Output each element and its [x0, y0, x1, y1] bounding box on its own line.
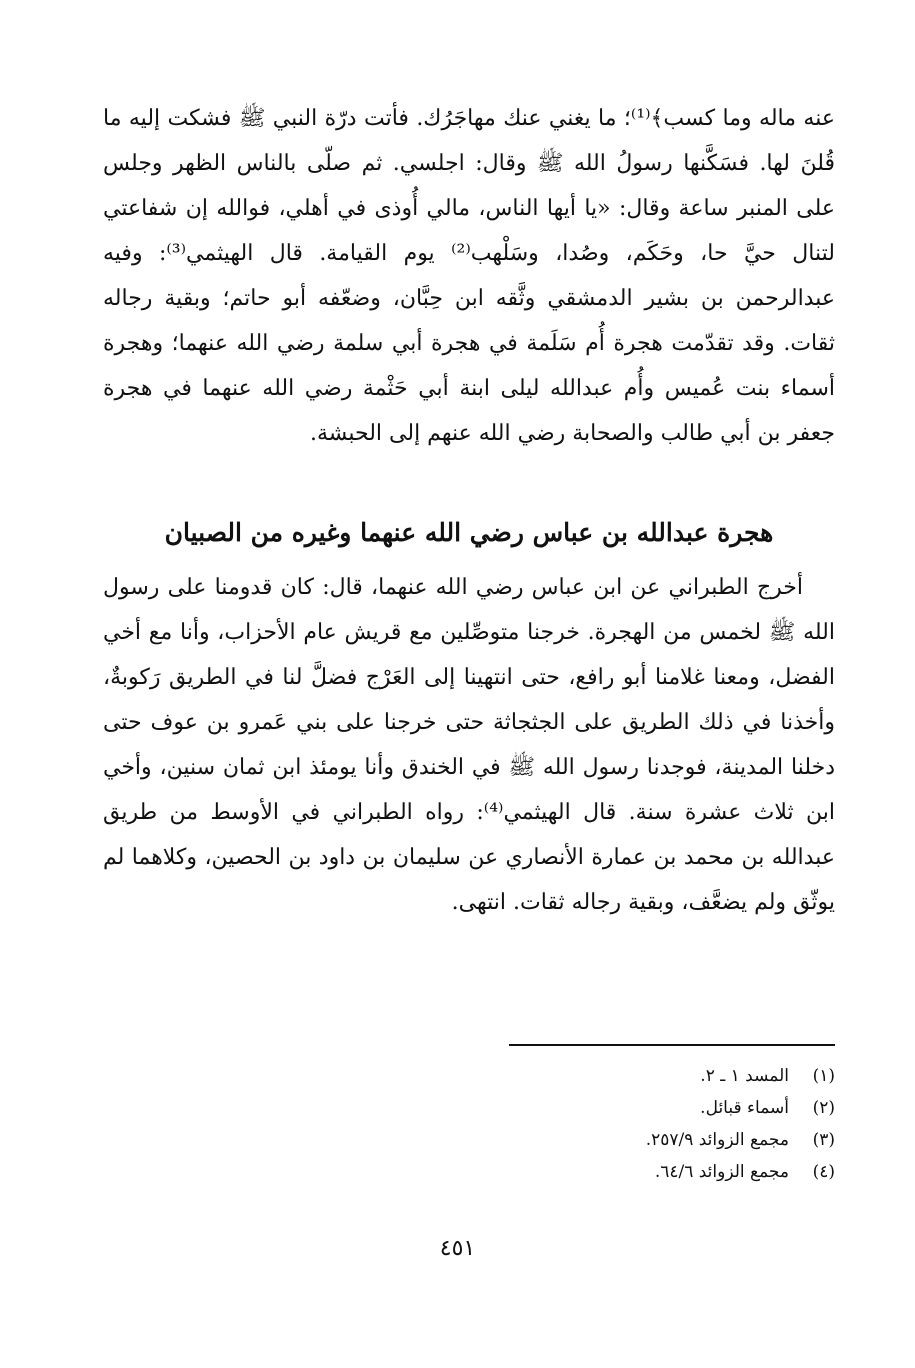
body-paragraph-2-text: أخرج الطبراني عن ابن عباس رضي الله عنهما، قال: كان قدومنا على رسول الله ﷺ لخمس من الهجرة. خرجنا متوصِّلين مع قريش عام الأحزاب، وأنا مع أخي الفضل، ومعنا غلامنا أبو رافع، حتى انتهينا إلى العَرْج فضلَّ لنا في الطريق رَكوبةٌ، وأخذنا في ذلك الطريق على الجثجاثة حتى خرجنا على بني عَمرو بن عوف حتى دخلنا المدينة، فوجدنا رسول الله ﷺ في الخندق وأنا يومئذ ابن ثمان سنين، وأخي ابن ثلاث عشرة سنة. قال الهيثمي⁽⁴⁾: رواه الطبراني في الأوسط من طريق عبدالله بن محمد بن عمارة الأنصاري عن سليمان بن داود بن الحصين، وكلاهما لم يوثّق ولم يضعَّف، وبقية رجاله ثقات. انتهى. — [103, 575, 835, 915]
footnote-item — [415, 1092, 835, 1124]
footnote-item — [415, 1060, 835, 1092]
footnote-text: المسد ١ ـ ٢. — [700, 1066, 789, 1086]
footnote-text: أسماء قبائل. — [700, 1098, 789, 1118]
page-number: ٤٥١ — [439, 1236, 476, 1261]
footnote-number: (٤) — [812, 1162, 835, 1182]
footnote-number: (٣) — [812, 1130, 835, 1150]
body-paragraph-1: عنه ماله وما كسب﴾⁽¹⁾؛ ما يغني عنك مهاجَرُك. فأتت درّة النبي ﷺ فشكت إليه ما قُلنَ لها. فسَكَّنها رسولُ الله ﷺ وقال: اجلسي. ثم صلّى بالناس الظهر وجلس على المنبر ساعة وقال: «يا أيها الناس، مالي أُوذى في أهلي، فوالله إن شفاعتي لتنال حيَّ حا، وحَكَم، وصُدا، وسَلْهب⁽²⁾ يوم القيامة. قال الهيثمي⁽³⁾: وفيه عبدالرحمن بن بشير الدمشقي وثَّقه ابن حِبَّان، وضعّفه أبو حاتم؛ وبقية رجاله ثقات. وقد تقدّمت هجرة أُم سَلَمة في هجرة أبي سلمة رضي الله عنهما؛ وهجرة أسماء بنت عُميس وأُم عبدالله ليلى ابنة أبي حَثْمة رضي الله عنهما في هجرة جعفر بن أبي طالب والصحابة رضي الله عنهم إلى الحبشة. — [103, 106, 835, 446]
footnote-text: مجمع الزوائد ٢٥٧/٩. — [645, 1130, 789, 1150]
footnote-text: مجمع الزوائد ٦٤/٦. — [654, 1162, 789, 1182]
footnote-number: (١) — [812, 1066, 835, 1086]
footnote-number: (٢) — [812, 1098, 835, 1118]
body-paragraph-2 — [103, 565, 835, 925]
footnote-item — [415, 1124, 835, 1156]
section-heading: هجرة عبدالله بن عباس رضي الله عنهما وغيره من الصبيان — [164, 518, 774, 547]
footnote-divider — [509, 1044, 835, 1046]
footnote-item — [415, 1156, 835, 1188]
footnotes-list — [415, 1060, 835, 1188]
